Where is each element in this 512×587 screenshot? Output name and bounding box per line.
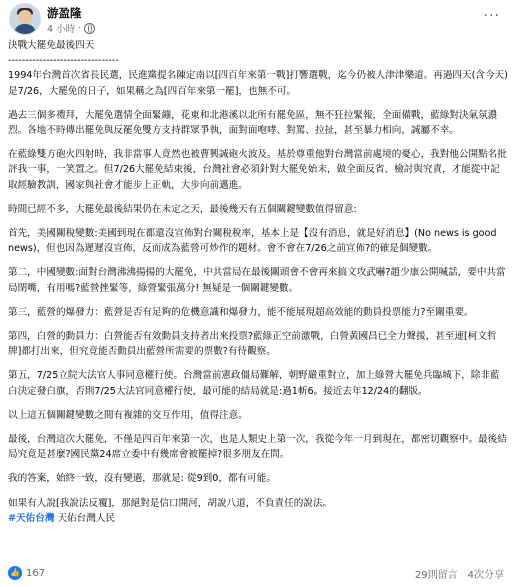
paragraph: 最後，台灣這次大罷免，不僅是四百年來第一次，也是人類史上第一次，我從今年一月到現在，都密切觀察中。最後結局究竟是甚麼?國民黨24席立委中有幾席會被罷掉?很多朋友在問。 [8, 434, 507, 461]
post-body [8, 36, 508, 526]
comment-count[interactable]: 29則留言 [414, 570, 458, 581]
like-icon: 👍 [8, 566, 22, 580]
post-header [0, 0, 512, 38]
paragraph: 首先，美國關稅變數:美國到現在都還沒宣佈對台關稅稅率，基本上是【沒有消息，就是好消息】(No news is good news)，但也因為遲遲沒宣佈，反而成為藍營可炒作的題材。會不會在7/26之前宣佈?的確是個變數。 [8, 228, 500, 255]
paragraph: 第三，藍營的爆發力：藍營是否有足夠的危機意識和爆發力，能不能展現超高效能的動員投票能力?至關重要。 [8, 306, 474, 318]
paragraph: 第二，中國變數:面對台灣沸沸揚揚的大罷免，中共當局在最後關頭會不會再來搞文攻武嚇?趙少康公開喊話，要中共當局閉嘴，有用嗎?藍營挫緊等，綠營緊張萬分! 無疑是一個關鍵變數。 [8, 267, 506, 294]
paragraph: 過去三個多禮拜，大罷免選情全面緊繃，花東和北港溪以北所有罷免區，無不狂拉緊報，全面備戰，藍綠對決氣氛濃烈。各地不時傳出罷免與反罷免雙方支持群眾爭執，面對面咆哮、對罵、拉扯，甚至暴力相向，誠屬不幸。 [8, 109, 498, 137]
reaction-summary[interactable] [8, 566, 45, 580]
hashtag-link[interactable]: #天佑台灣 [8, 512, 55, 524]
paragraph: 時間已經不多，大罷免最後結果仍在未定之天，最後幾天有五個關鍵變數值得留意: [8, 203, 357, 215]
post-meta [47, 21, 95, 35]
post-time[interactable]: 4 小時 [47, 24, 76, 35]
paragraph: 第五，7/25立院大法官人事同意權行使。台灣當前憲政僵局難解，朝野嚴重對立，加上綠營大罷免兵臨城下，除非藍白決定發白旗，否則7/25大法官同意權行使，最可能的結局就是:過1斬6。接近去年12/24的翻版。 [8, 370, 500, 397]
reaction-count[interactable]: 167 [26, 567, 46, 579]
more-options-icon[interactable]: ··· [483, 8, 500, 24]
paragraph: 1994年台灣首次省長民選，民進黨提名陳定南以[四百年來第一戰]打響選戰，迄今仍被人津津樂道。再過四天(含今天)是7/26，大罷免的日子，如果稱之為[四百年來第一罷]，也無不可。 [8, 70, 508, 97]
paragraph: 第四，白營的動員力：白營能否有效動員支持者出來投票?藍綠正空前激戰，白營黃國昌已全力聲援，甚至連[柯文哲牌]都打出來，但究竟能否動員出藍營所需要的票數?有待觀察。 [8, 331, 497, 358]
closing-text: 天佑台灣人民 [57, 512, 116, 524]
engagement-stats [415, 566, 504, 581]
closing-line [8, 511, 508, 526]
avatar[interactable] [9, 3, 41, 35]
globe-icon [84, 23, 95, 34]
post-title: 決戰大罷免最後四天 [8, 40, 95, 51]
share-count[interactable]: 4次分享 [467, 570, 504, 581]
divider-line: -------------------------------- [8, 55, 119, 67]
paragraph: 在藍綠雙方砲火四射時，我非當事人竟然也被曹興誠砲火波及。基於尊重他對台灣當前處境的憂心，我對他公開點名批評我一事，一笑置之。但7/26大罷免結束後，台灣社會必須針對大罷免始末，做全面反省、檢討與究責，才能從中記取經驗教訓，國家與社會才能步上正軌，大步向前邁進。 [8, 149, 507, 191]
paragraph: 我的答案，始終一致，沒有變過，那就是: 從9到0，都有可能。 [8, 473, 276, 485]
dot-separator: · [78, 22, 82, 34]
paragraph: 以上這五個關鍵變數之間有複雜的交互作用，值得注意。 [8, 409, 248, 421]
author-name[interactable]: 游盈隆 [47, 6, 82, 20]
paragraph: 如果有人說[我說法反覆]，那絕對是信口開河，胡說八道，不負責任的說法。 [8, 497, 333, 509]
